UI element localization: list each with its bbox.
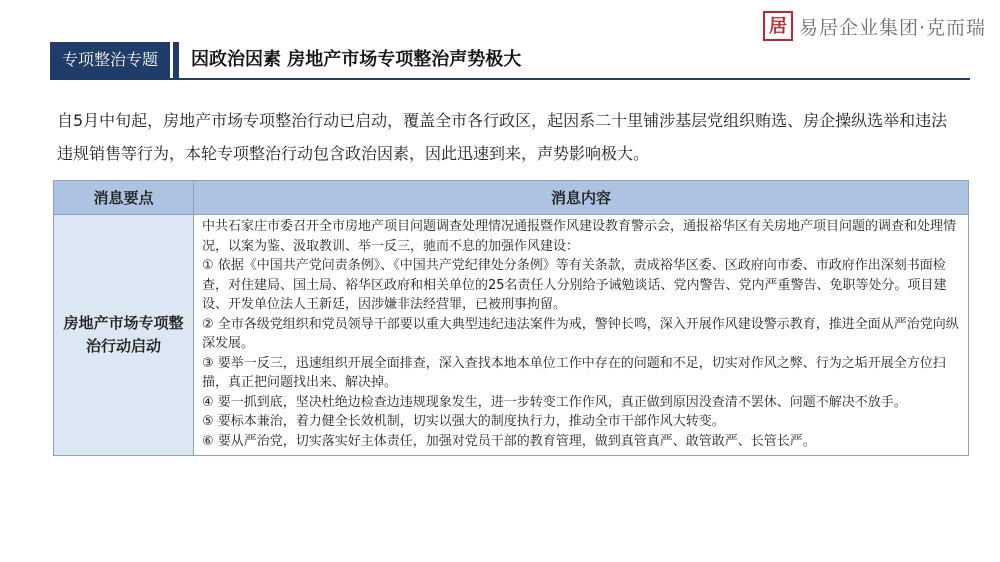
content-paragraph: ③ 要举一反三，迅速组织开展全面排查，深入查找本地本单位工作中存在的问题和不足，切实对作风之弊、行为之垢开展全方位扫描，真正把问题找出来、解决掉。	[202, 355, 946, 390]
logo-text: 易居企业集团·克而瑞	[798, 16, 986, 39]
content-paragraph: ① 依据《中国共产党问责条例》、《中国共产党纪律处分条例》等有关条款，责成裕华区委、区政府向市委、市政府作出深刻书面检查，对住建局、国土局、裕华区政府和相关单位的25名责任人分别给予诫勉谈话、党内警告、党内严重警告、免职等处分。项目建设、开发单位法人王新廷，因涉嫌非法经营罪，已被刑事拘留。	[202, 258, 947, 312]
content-paragraph: ② 全市各级党组织和党员领导干部要以重大典型违纪违法案件为戒，警钟长鸣，深入开展作风建设警示教育，推进全面从严治党向纵深发展。	[202, 316, 959, 351]
header-content: 消息内容	[194, 181, 969, 215]
content-paragraph: ④ 要一抓到底，坚决杜绝边检查边违规现象发生，进一步转变工作作风，真正做到原因没查清不罢休、问题不解决不放手。	[202, 394, 907, 410]
content-paragraph: ⑥ 要从严治党，切实落实好主体责任，加强对党员干部的教育管理，做到真管真严、敢管敢严、长管长严。	[202, 433, 816, 449]
logo-seal-icon: 居	[763, 11, 793, 41]
slide-title: 因政治因素 房地产市场专项整治声势极大	[191, 49, 522, 70]
header-key-points: 消息要点	[54, 181, 194, 215]
content-paragraph: 中共石家庄市委召开全市房地产项目问题调查处理情况通报暨作风建设教育警示会，通报裕华区有关房地产项目问题的调查和处理情况，以案为鉴、汲取教训、举一反三，驰而不息的加强作风建设：	[202, 219, 957, 254]
company-logo	[763, 8, 986, 44]
row-content	[194, 215, 969, 456]
content-paragraph: ⑤ 要标本兼治，着力健全长效机制，切实以强大的制度执行力，推动全市干部作风大转变。	[202, 414, 725, 429]
info-table	[53, 180, 969, 456]
table-header-row	[54, 181, 969, 215]
row-label: 房地产市场专项整治行动启动	[54, 215, 194, 456]
intro-paragraph: 自5月中旬起，房地产市场专项整治行动已启动，覆盖全市各行政区，起因系二十里铺涉基层党组织贿选、房企操纵选举和违法违规销售等行为，本轮专项整治行动包含政治因素，因此迅速到来，声势影响极大。	[57, 111, 948, 163]
slide-header	[50, 40, 970, 80]
table-row	[54, 215, 969, 456]
section-tag: 专项整治专题	[50, 42, 170, 78]
